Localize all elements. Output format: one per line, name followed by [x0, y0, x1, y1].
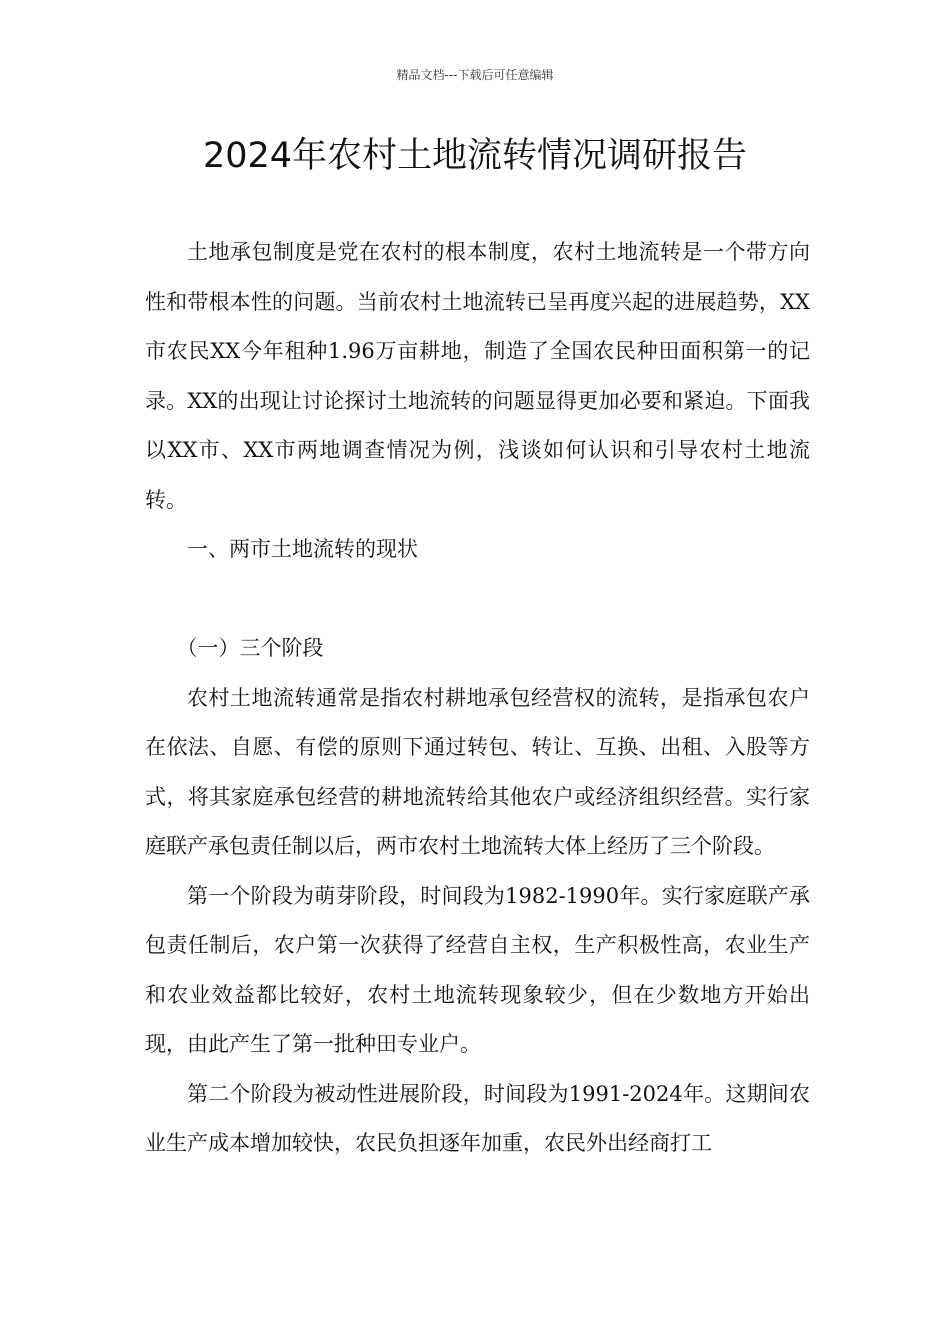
document-body	[145, 228, 810, 1169]
section-heading-1: 一、两市土地流转的现状	[187, 537, 418, 561]
paragraph-intro: 土地承包制度是党在农村的根本制度，农村土地流转是一个带方向性和带根本性的问题。当前农村土地流转已呈再度兴起的进展趋势，XX市农民XX今年租种1.96万亩耕地，制造了全国农民种田面积第一的记录。XX的出现让讨论探讨土地流转的问题显得更加必要和紧迫。下面我以XX市、XX市两地调查情况为例，浅谈如何认识和引导农村土地流转。	[145, 240, 810, 512]
subsection-heading-1: （一）三个阶段	[176, 636, 324, 660]
paragraph-stage-2: 第二个阶段为被动性进展阶段，时间段为1991-2024年。这期间农业生产成本增加较快，农民负担逐年加重，农民外出经商打工	[145, 1081, 810, 1155]
document-title: 2024年农村土地流转情况调研报告	[202, 136, 748, 176]
paragraph-stage-1: 第一个阶段为萌芽阶段，时间段为1982-1990年。实行家庭联产承包责任制后，农户第一次获得了经营自主权，生产积极性高，农业生产和农业效益都比较好，农村土地流转现象较少，但在少数地方开始出现，由此产生了第一批种田专业户。	[145, 883, 810, 1056]
header-note: 精品文档---下载后可任意编辑	[396, 68, 554, 82]
paragraph-definition: 农村土地流转通常是指农村耕地承包经营权的流转，是指承包农户在依法、自愿、有偿的原则下通过转包、转让、互换、出租、入股等方式，将其家庭承包经营的耕地流转给其他农户或经济组织经营。实行家庭联产承包责任制以后，两市农村土地流转大体上经历了三个阶段。	[145, 685, 810, 858]
